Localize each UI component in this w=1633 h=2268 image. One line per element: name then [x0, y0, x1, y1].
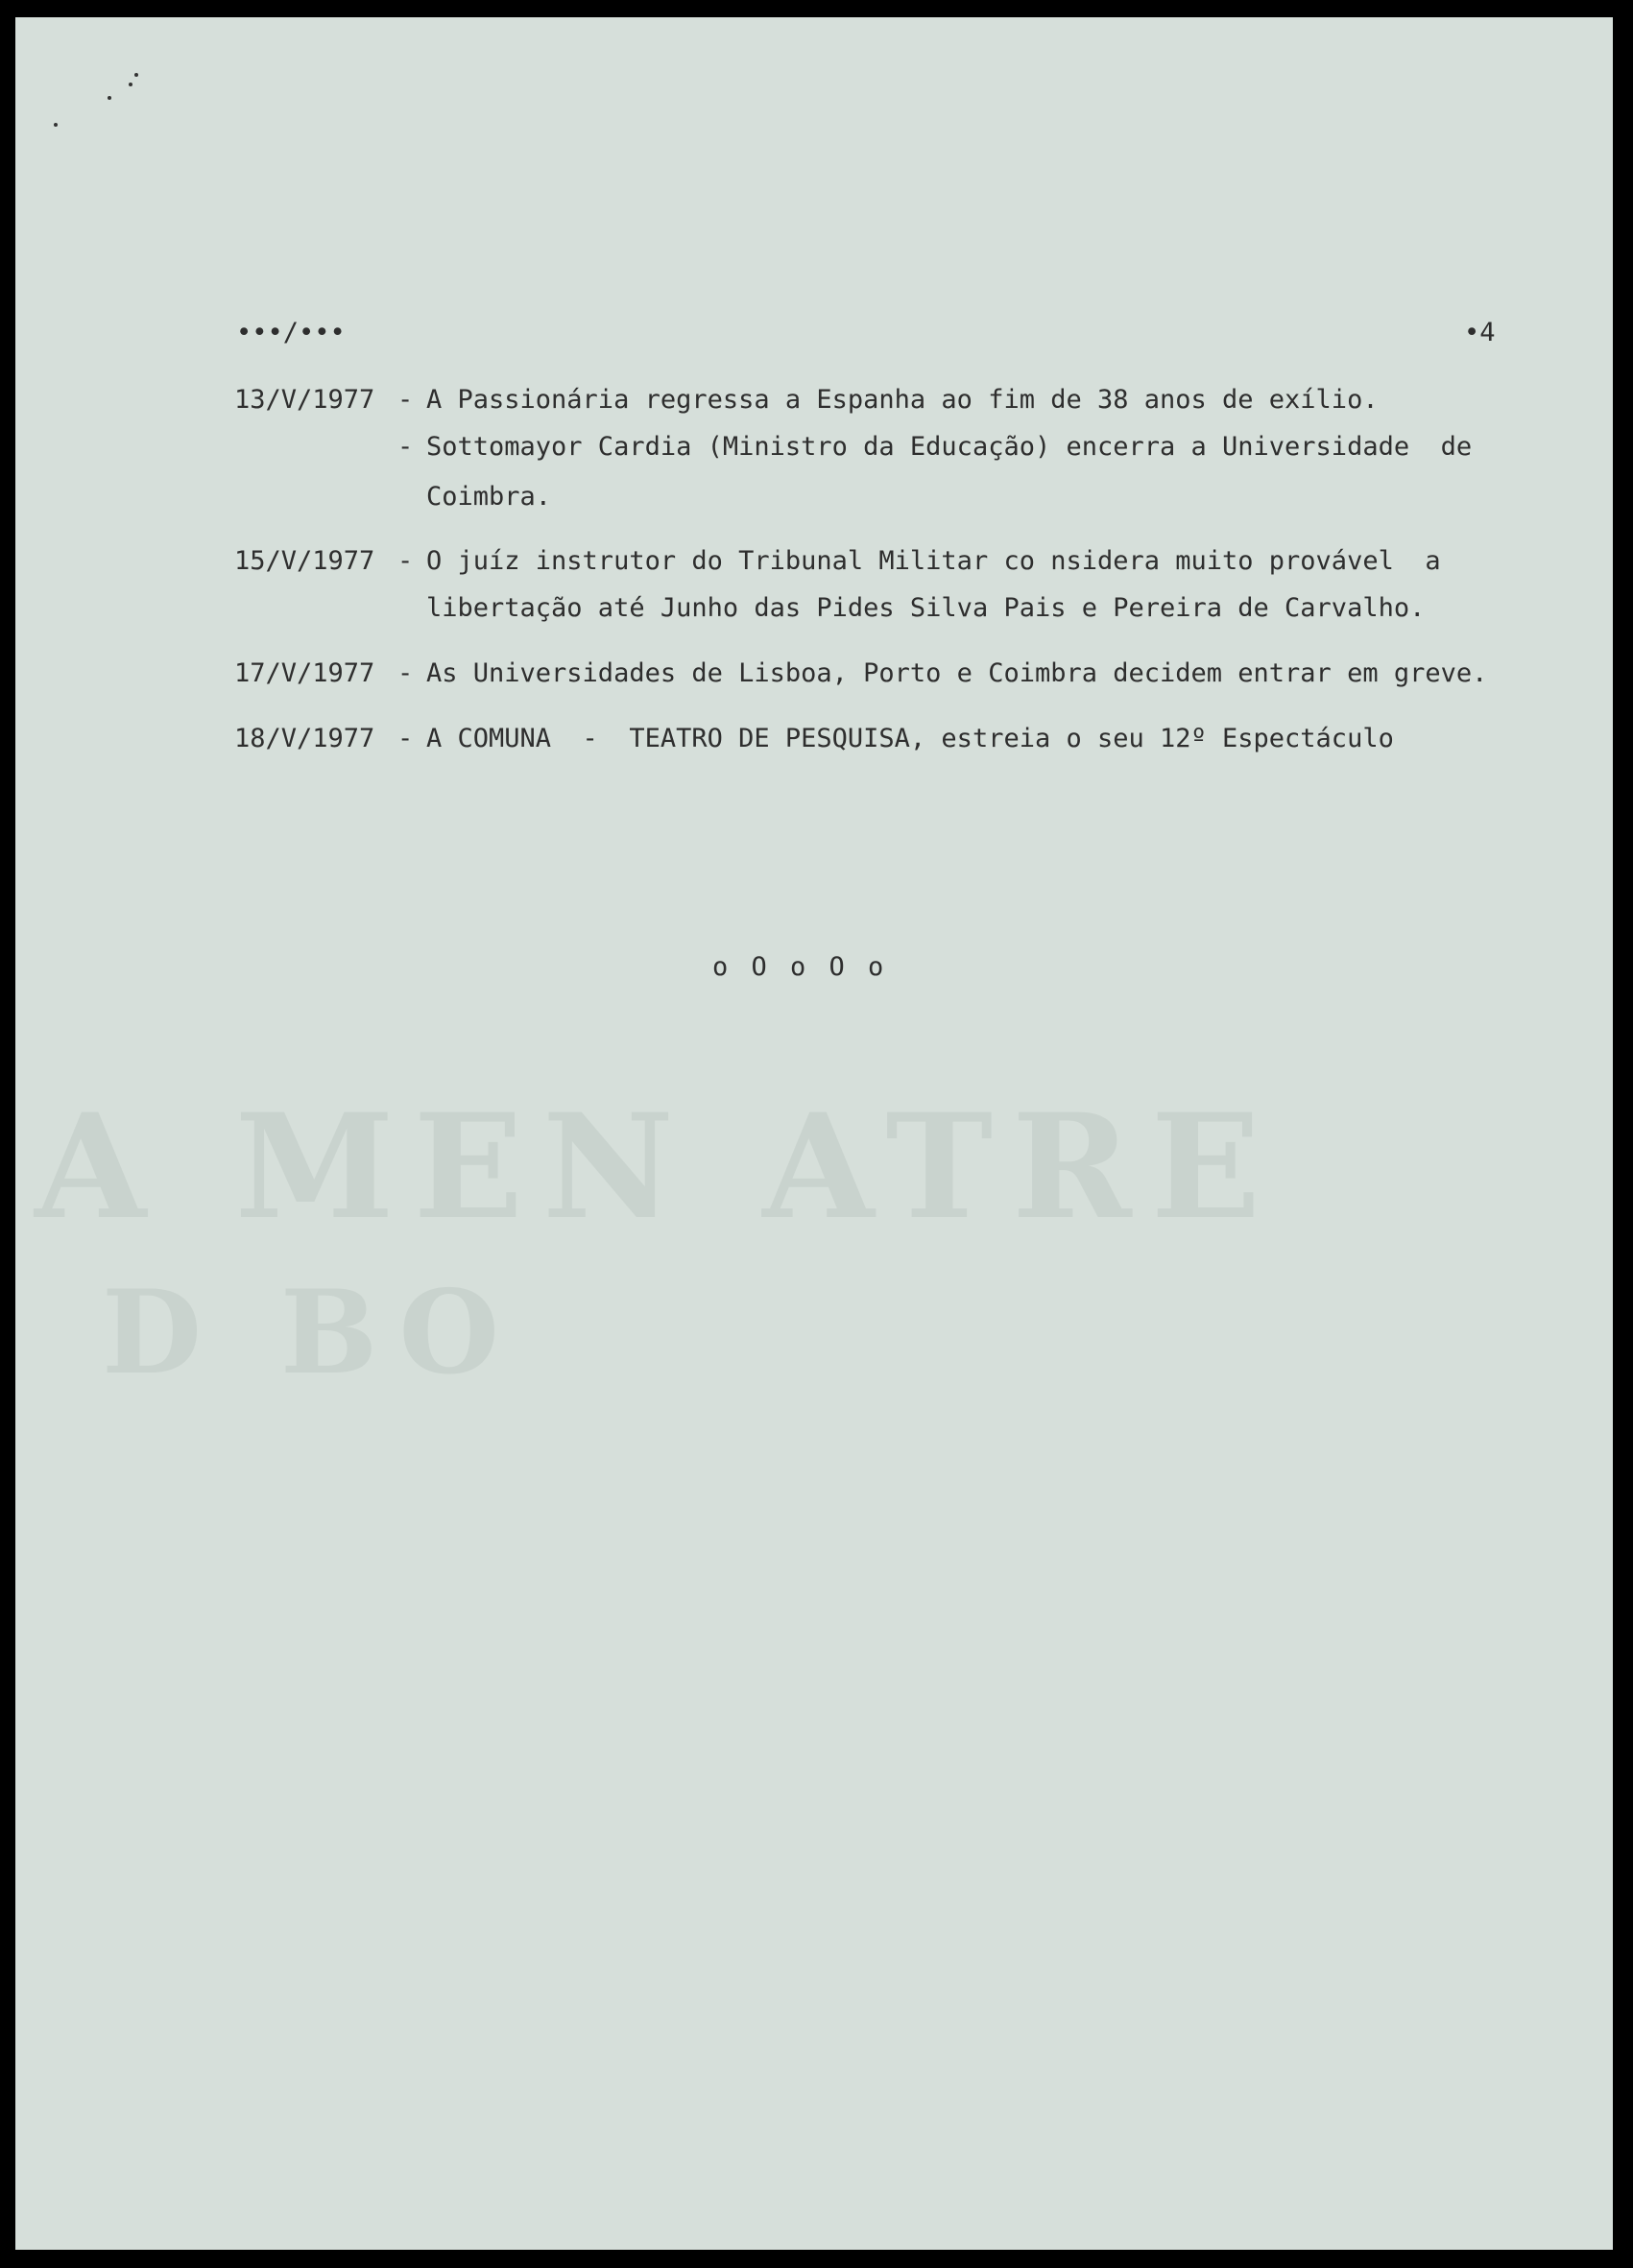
entry-text-continuation: Coimbra. — [426, 482, 552, 512]
entry-date: 17/V/1977 — [234, 658, 375, 688]
entry-text: A COMUNA - TEATRO DE PESQUISA, estreia o seu 12º Espectáculo — [426, 724, 1394, 753]
entry-dash: - — [397, 385, 414, 415]
ink-speck — [129, 83, 132, 86]
entry-dash: - — [397, 724, 414, 753]
ink-speck — [108, 96, 111, 100]
entry-date: 18/V/1977 — [234, 724, 375, 753]
entry-date: 15/V/1977 — [234, 546, 375, 576]
typewritten-page — [15, 17, 1613, 2250]
entry-dash: - — [397, 658, 414, 688]
continuation-marker: •••/••• — [236, 318, 346, 347]
entry-dash: - — [397, 546, 414, 576]
ink-speck — [54, 123, 58, 127]
watermark-show-through-lower: D BO — [102, 1265, 519, 1400]
page-number: •4 — [1464, 318, 1496, 347]
entry-text: A Passionária regressa a Espanha ao fim de 38 anos de exílio. — [426, 385, 1379, 415]
entry-text: O juíz instrutor do Tribunal Militar co nsidera muito provável a — [426, 546, 1441, 576]
watermark-show-through: A MEN ATRE — [35, 1083, 1281, 1252]
entry-text: As Universidades de Lisboa, Porto e Coimbra decidem entrar em greve. — [426, 658, 1488, 688]
entry-text: Sottomayor Cardia (Ministro da Educação) encerra a Universidade de — [426, 432, 1473, 462]
entry-dash: - — [397, 432, 414, 462]
entry-date: 13/V/1977 — [234, 385, 375, 415]
entry-text-continuation: libertação até Junho das Pides Silva Pais e Pereira de Carvalho. — [426, 593, 1426, 623]
section-separator: o O o O o — [712, 952, 888, 982]
ink-speck — [134, 73, 138, 77]
